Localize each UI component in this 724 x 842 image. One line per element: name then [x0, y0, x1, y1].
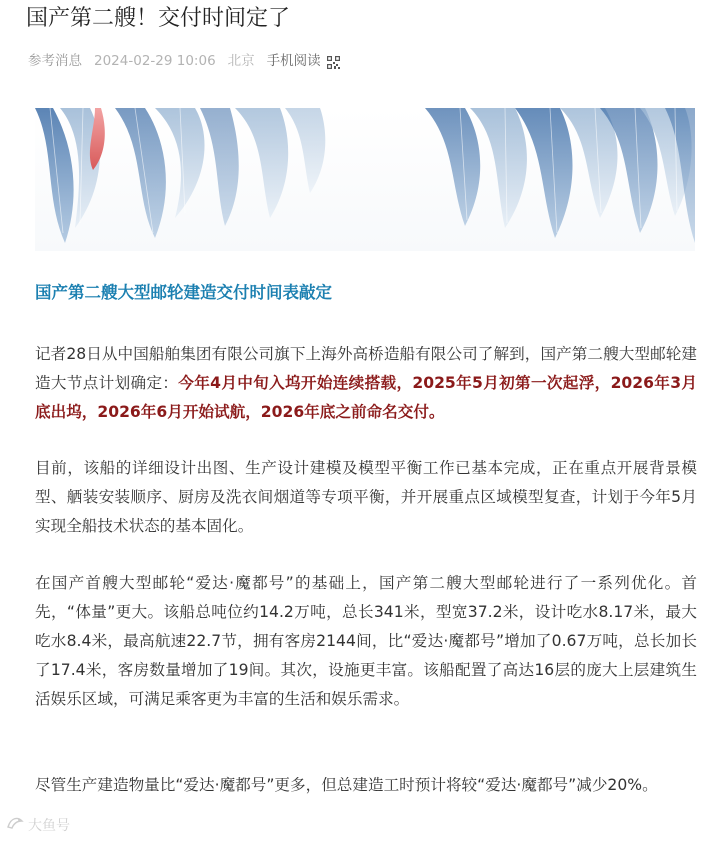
- qr-code-icon[interactable]: [327, 55, 340, 68]
- watermark-logo-icon: [6, 815, 24, 837]
- meta-date: 2024-02-29 10:06: [94, 53, 216, 69]
- leaf-banner-image: [35, 108, 695, 251]
- mobile-read-link[interactable]: 手机阅读: [266, 53, 321, 69]
- article-subheading: 国产第二艘大型邮轮建造交付时间表敲定: [35, 283, 332, 302]
- paragraph-1-highlight: 今年4月中旬入坞开始连续搭载，2025年5月初第一次起浮，2026年3月底出坞，2026年6月开始试航，2026年底之前命名交付。: [35, 374, 697, 421]
- paragraph-1: [35, 340, 697, 427]
- article-title: 国产第二艘！交付时间定了: [26, 6, 291, 31]
- paragraph-4: 尽管生产建造物量比“爱达·魔都号”更多，但总建造工时预计将较“爱达·魔都号”减少20%。: [35, 776, 658, 794]
- paragraph-3: 在国产首艘大型邮轮“爱达·魔都号”的基础上，国产第二艘大型邮轮进行了一系列优化。首先，“体量”更大。该船总吨位约14.2万吨，总长341米，型宽37.2米，设计吃水8.17米，最大吃水8.4米，最高航速22.7节，拥有客房2144间，比“爱达·魔都号”增加了0.67万吨，总长加长了17.4米，客房数量增加了19间。其次，设施更丰富。该船配置了高达16层的庞大上层建筑生活娱乐区域，可满足乘客更为丰富的生活和娱乐需求。: [35, 574, 697, 708]
- article-meta: [28, 51, 340, 71]
- watermark: [6, 815, 70, 837]
- watermark-text: 大鱼号: [28, 818, 70, 834]
- meta-source[interactable]: 参考消息: [28, 53, 82, 69]
- meta-place: 北京: [227, 53, 255, 69]
- paragraph-1-text: 记者28日从中国船舶集团有限公司旗下上海外高桥造船有限公司了解到，国产第二艘大型邮轮建造大节点计划确定：: [35, 345, 697, 392]
- paragraph-2: 目前，该船的详细设计出图、生产设计建模及模型平衡工作已基本完成，正在重点开展背景模型、舾装安装顺序、厨房及洗衣间烟道等专项平衡，并开展重点区域模型复查，计划于今年5月实现全船技术状态的基本固化。: [35, 459, 697, 535]
